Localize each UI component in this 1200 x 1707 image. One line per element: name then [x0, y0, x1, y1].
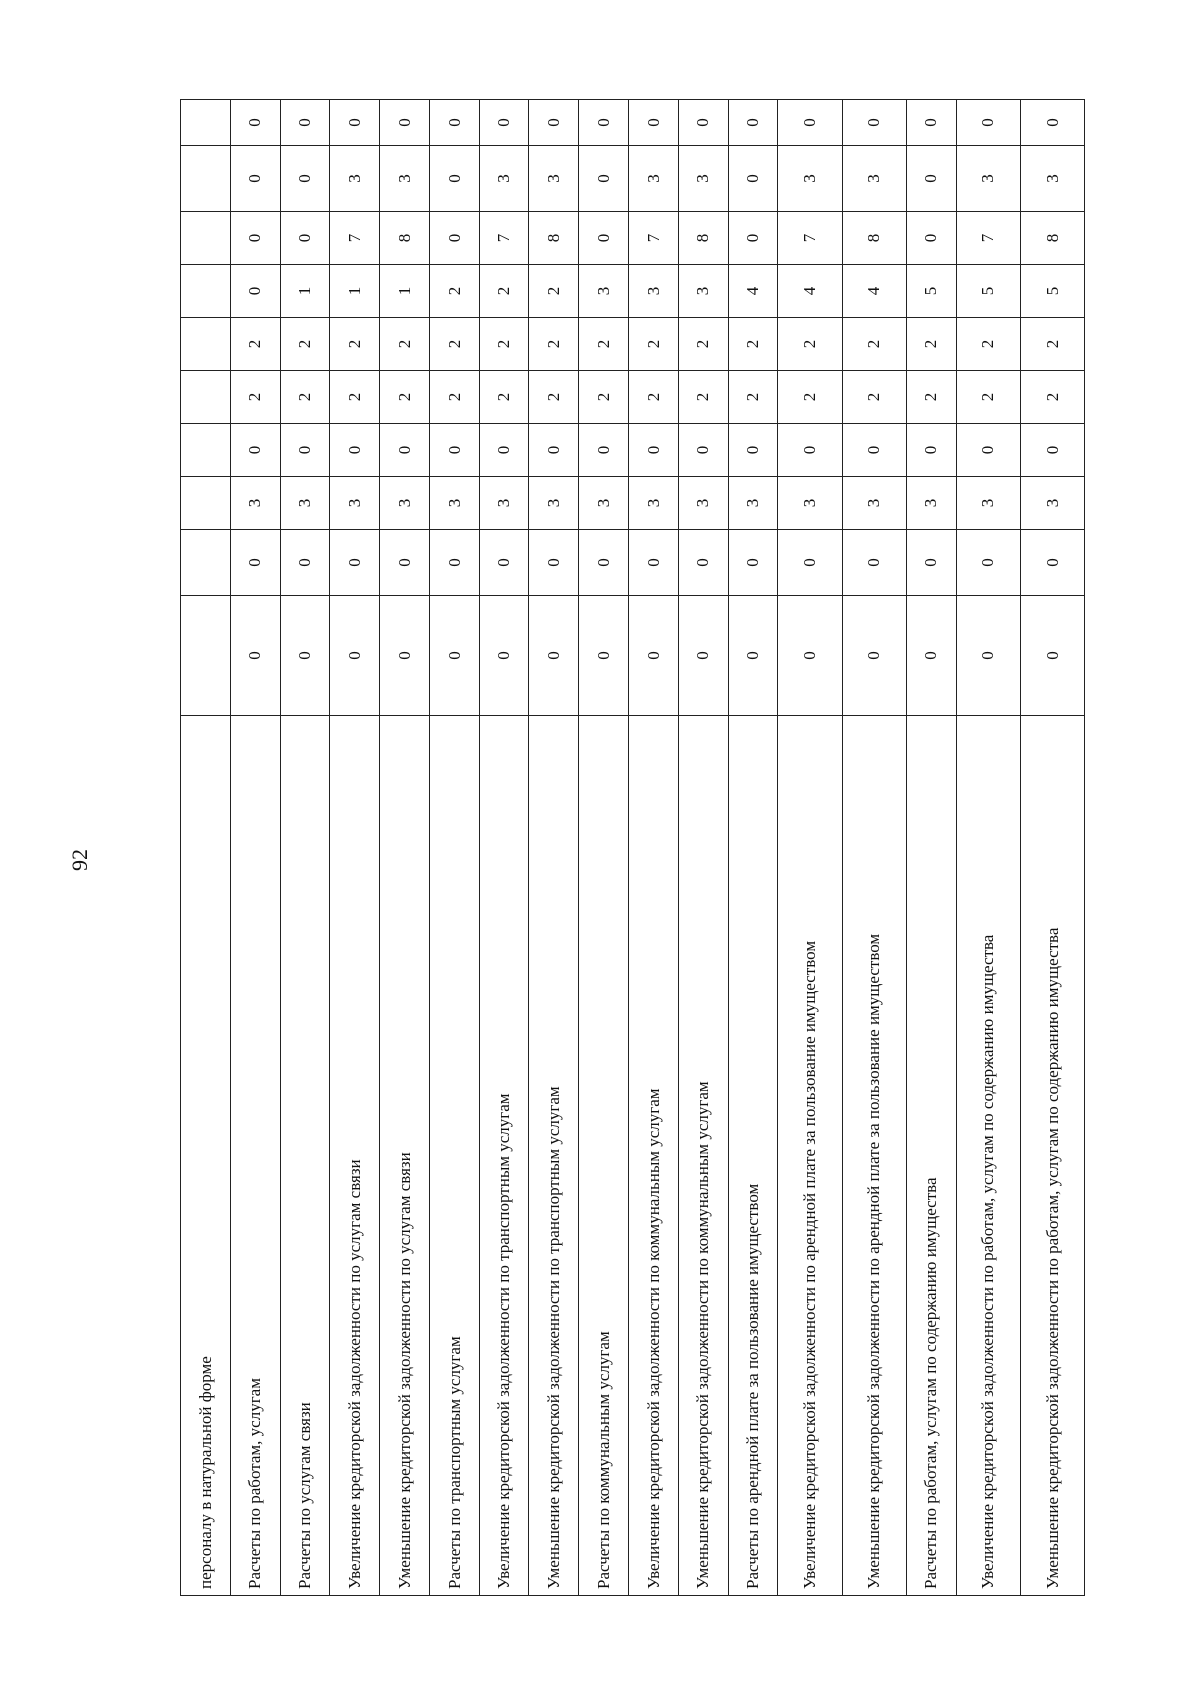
code-cell: 0 [529, 424, 579, 477]
code-cell: 8 [842, 212, 906, 265]
code-cell: 0 [429, 596, 479, 716]
code-cell [181, 100, 231, 146]
table-row [280, 100, 330, 1596]
code-cell: 0 [906, 146, 956, 212]
code-cell: 0 [230, 530, 280, 596]
code-cell: 0 [380, 530, 430, 596]
code-cell: 0 [529, 596, 579, 716]
table-row [579, 100, 629, 1596]
code-cell: 0 [330, 530, 380, 596]
rotated-table-container [180, 100, 1085, 1596]
code-cell: 2 [380, 371, 430, 424]
code-cell: 3 [956, 146, 1020, 212]
code-cell: 2 [579, 318, 629, 371]
code-cell: 0 [778, 424, 842, 477]
code-cell: 0 [678, 100, 728, 146]
code-cell: 0 [1020, 596, 1084, 716]
code-cell: 0 [906, 212, 956, 265]
row-label-cell: Уменьшение кредиторской задолженности по арендной плате за пользование имуществом [842, 716, 906, 1596]
row-label-cell: Увеличение кредиторской задолженности по работам, услугам по содержанию имущества [956, 716, 1020, 1596]
code-cell: 0 [728, 212, 778, 265]
code-cell [181, 596, 231, 716]
code-cell: 0 [479, 596, 529, 716]
code-cell: 7 [330, 212, 380, 265]
code-cell: 4 [778, 265, 842, 318]
code-cell: 2 [678, 318, 728, 371]
code-cell: 2 [230, 318, 280, 371]
code-cell: 8 [529, 212, 579, 265]
accounts-table [180, 99, 1085, 1596]
code-cell: 2 [956, 371, 1020, 424]
row-label-cell: Увеличение кредиторской задолженности по услугам связи [330, 716, 380, 1596]
code-cell: 2 [728, 318, 778, 371]
code-cell: 0 [728, 100, 778, 146]
code-cell: 0 [956, 100, 1020, 146]
code-cell: 0 [579, 530, 629, 596]
code-cell: 0 [906, 530, 956, 596]
code-cell: 2 [280, 371, 330, 424]
code-cell: 0 [280, 212, 330, 265]
row-label-cell: Расчеты по арендной плате за пользование имуществом [728, 716, 778, 1596]
code-cell: 2 [778, 371, 842, 424]
code-cell: 0 [629, 100, 679, 146]
code-cell: 4 [842, 265, 906, 318]
row-label-cell: Расчеты по услугам связи [280, 716, 330, 1596]
table-row [629, 100, 679, 1596]
code-cell: 0 [1020, 100, 1084, 146]
code-cell: 3 [280, 477, 330, 530]
code-cell: 3 [579, 477, 629, 530]
code-cell: 2 [429, 371, 479, 424]
code-cell: 0 [230, 265, 280, 318]
code-cell: 2 [230, 371, 280, 424]
code-cell: 0 [956, 596, 1020, 716]
code-cell: 2 [529, 318, 579, 371]
code-cell: 8 [1020, 212, 1084, 265]
code-cell: 3 [579, 265, 629, 318]
code-cell: 0 [230, 212, 280, 265]
code-cell: 5 [906, 265, 956, 318]
code-cell: 0 [728, 146, 778, 212]
table-row [678, 100, 728, 1596]
code-cell: 0 [629, 424, 679, 477]
row-label-cell: Уменьшение кредиторской задолженности по работам, услугам по содержанию имущества [1020, 716, 1084, 1596]
row-label-cell: Уменьшение кредиторской задолженности по услугам связи [380, 716, 430, 1596]
code-cell: 8 [380, 212, 430, 265]
code-cell: 0 [380, 596, 430, 716]
table-row [479, 100, 529, 1596]
table-row [778, 100, 842, 1596]
code-cell: 2 [629, 371, 679, 424]
code-cell: 3 [728, 477, 778, 530]
code-cell: 0 [429, 146, 479, 212]
code-cell [181, 477, 231, 530]
code-cell: 1 [330, 265, 380, 318]
code-cell: 0 [956, 530, 1020, 596]
code-cell: 0 [629, 596, 679, 716]
code-cell: 0 [778, 100, 842, 146]
code-cell: 0 [906, 596, 956, 716]
code-cell: 2 [479, 318, 529, 371]
code-cell: 0 [230, 596, 280, 716]
code-cell: 2 [1020, 318, 1084, 371]
table-row [906, 100, 956, 1596]
code-cell: 0 [280, 100, 330, 146]
code-cell: 3 [230, 477, 280, 530]
code-cell: 0 [728, 530, 778, 596]
code-cell: 3 [1020, 477, 1084, 530]
code-cell: 0 [280, 424, 330, 477]
code-cell: 7 [629, 212, 679, 265]
code-cell: 0 [678, 530, 728, 596]
code-cell: 3 [479, 146, 529, 212]
row-label-cell: Расчеты по работам, услугам [230, 716, 280, 1596]
code-cell: 0 [678, 596, 728, 716]
code-cell: 3 [678, 477, 728, 530]
code-cell: 0 [579, 212, 629, 265]
code-cell: 0 [579, 146, 629, 212]
code-cell: 3 [479, 477, 529, 530]
code-cell: 0 [429, 424, 479, 477]
code-cell: 0 [429, 100, 479, 146]
code-cell: 2 [906, 371, 956, 424]
code-cell: 2 [579, 371, 629, 424]
code-cell: 3 [778, 477, 842, 530]
code-cell: 3 [842, 477, 906, 530]
code-cell: 3 [956, 477, 1020, 530]
row-label-cell: Расчеты по работам, услугам по содержанию имущества [906, 716, 956, 1596]
code-cell: 3 [906, 477, 956, 530]
table-row [728, 100, 778, 1596]
code-cell: 3 [529, 146, 579, 212]
code-cell: 5 [1020, 265, 1084, 318]
code-cell [181, 212, 231, 265]
table-row [181, 100, 231, 1596]
code-cell: 0 [230, 100, 280, 146]
code-cell: 1 [280, 265, 330, 318]
code-cell: 2 [778, 318, 842, 371]
code-cell: 0 [529, 530, 579, 596]
code-cell: 0 [906, 424, 956, 477]
code-cell: 0 [906, 100, 956, 146]
code-cell: 0 [728, 424, 778, 477]
row-label-cell: Уменьшение кредиторской задолженности по коммунальным услугам [678, 716, 728, 1596]
table-row [230, 100, 280, 1596]
code-cell: 7 [956, 212, 1020, 265]
code-cell: 7 [479, 212, 529, 265]
code-cell: 0 [280, 146, 330, 212]
code-cell: 2 [429, 318, 479, 371]
code-cell: 0 [778, 530, 842, 596]
code-cell: 0 [529, 100, 579, 146]
code-cell: 0 [479, 530, 529, 596]
code-cell: 2 [629, 318, 679, 371]
row-label-cell: Расчеты по транспортным услугам [429, 716, 479, 1596]
code-cell: 0 [842, 530, 906, 596]
row-label-cell: Увеличение кредиторской задолженности по транспортным услугам [479, 716, 529, 1596]
code-cell: 0 [330, 100, 380, 146]
code-cell [181, 371, 231, 424]
code-cell: 2 [906, 318, 956, 371]
code-cell: 3 [629, 265, 679, 318]
code-cell: 2 [842, 318, 906, 371]
code-cell: 2 [330, 371, 380, 424]
code-cell: 3 [629, 477, 679, 530]
code-cell: 2 [529, 371, 579, 424]
table-row [429, 100, 479, 1596]
code-cell: 2 [728, 371, 778, 424]
table-row [529, 100, 579, 1596]
code-cell: 0 [380, 424, 430, 477]
row-label-cell: персоналу в натуральной форме [181, 716, 231, 1596]
code-cell: 0 [579, 596, 629, 716]
code-cell: 2 [330, 318, 380, 371]
table-row [842, 100, 906, 1596]
code-cell: 3 [678, 146, 728, 212]
code-cell: 0 [380, 100, 430, 146]
code-cell [181, 530, 231, 596]
code-cell: 0 [280, 596, 330, 716]
code-cell: 0 [330, 596, 380, 716]
code-cell: 2 [479, 371, 529, 424]
code-cell: 0 [479, 100, 529, 146]
code-cell: 0 [479, 424, 529, 477]
code-cell: 0 [778, 596, 842, 716]
code-cell: 2 [956, 318, 1020, 371]
code-cell: 2 [380, 318, 430, 371]
table-row [380, 100, 430, 1596]
code-cell: 3 [429, 477, 479, 530]
code-cell: 3 [529, 477, 579, 530]
code-cell: 1 [380, 265, 430, 318]
code-cell [181, 265, 231, 318]
page-number-text: 92 [67, 849, 92, 871]
code-cell: 2 [529, 265, 579, 318]
code-cell: 0 [842, 100, 906, 146]
code-cell: 3 [330, 477, 380, 530]
code-cell: 0 [629, 530, 679, 596]
table-body [181, 100, 1085, 1596]
code-cell: 3 [778, 146, 842, 212]
code-cell: 2 [479, 265, 529, 318]
code-cell: 2 [678, 371, 728, 424]
code-cell: 0 [1020, 424, 1084, 477]
table-row [1020, 100, 1084, 1596]
code-cell: 4 [728, 265, 778, 318]
code-cell: 0 [429, 212, 479, 265]
code-cell: 3 [330, 146, 380, 212]
code-cell [181, 318, 231, 371]
code-cell: 3 [380, 477, 430, 530]
row-label-cell: Увеличение кредиторской задолженности по коммунальным услугам [629, 716, 679, 1596]
row-label-cell: Увеличение кредиторской задолженности по арендной плате за пользование имуществом [778, 716, 842, 1596]
code-cell: 3 [842, 146, 906, 212]
code-cell: 0 [728, 596, 778, 716]
code-cell: 0 [678, 424, 728, 477]
code-cell [181, 424, 231, 477]
code-cell: 2 [1020, 371, 1084, 424]
code-cell: 0 [330, 424, 380, 477]
code-cell: 0 [230, 146, 280, 212]
code-cell: 3 [678, 265, 728, 318]
code-cell: 2 [280, 318, 330, 371]
code-cell: 2 [429, 265, 479, 318]
code-cell: 3 [380, 146, 430, 212]
row-label-cell: Уменьшение кредиторской задолженности по транспортным услугам [529, 716, 579, 1596]
code-cell: 0 [842, 596, 906, 716]
code-cell: 0 [230, 424, 280, 477]
code-cell: 5 [956, 265, 1020, 318]
code-cell: 0 [579, 424, 629, 477]
code-cell: 3 [1020, 146, 1084, 212]
code-cell: 2 [842, 371, 906, 424]
code-cell: 0 [956, 424, 1020, 477]
code-cell: 0 [280, 530, 330, 596]
code-cell: 0 [579, 100, 629, 146]
code-cell [181, 146, 231, 212]
code-cell: 8 [678, 212, 728, 265]
row-label-cell: Расчеты по коммунальным услугам [579, 716, 629, 1596]
code-cell: 0 [429, 530, 479, 596]
page-number [60, 840, 100, 880]
table-row [330, 100, 380, 1596]
code-cell: 7 [778, 212, 842, 265]
code-cell: 0 [1020, 530, 1084, 596]
table-row [956, 100, 1020, 1596]
code-cell: 3 [629, 146, 679, 212]
code-cell: 0 [842, 424, 906, 477]
